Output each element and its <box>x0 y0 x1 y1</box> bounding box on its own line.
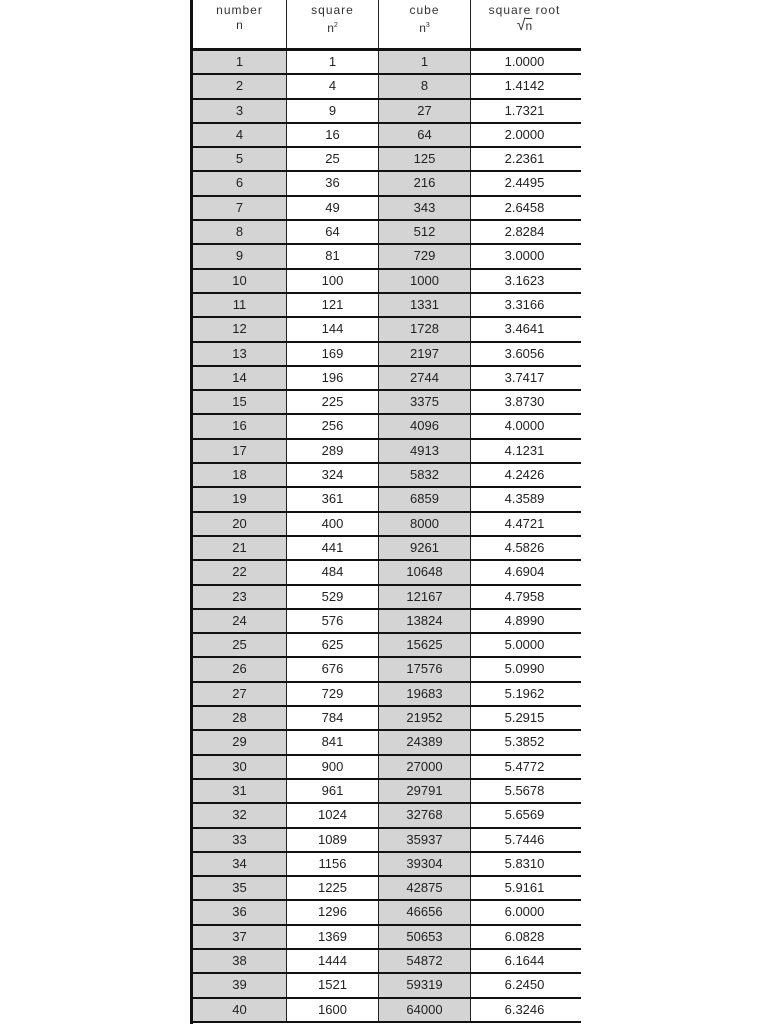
cell-number: 31 <box>193 780 286 802</box>
table-row <box>193 877 581 901</box>
cell-square: 169 <box>286 343 378 365</box>
cell-cube: 6859 <box>378 488 470 510</box>
cell-square-root: 5.7446 <box>470 829 578 851</box>
cell-number: 33 <box>193 829 286 851</box>
table-row <box>193 853 581 877</box>
cell-cube: 1728 <box>378 318 470 340</box>
cell-square-root: 1.4142 <box>470 75 578 97</box>
cell-cube: 59319 <box>378 974 470 996</box>
cell-number: 6 <box>193 172 286 194</box>
cell-cube: 216 <box>378 172 470 194</box>
table-row <box>193 901 581 925</box>
cell-square-root: 5.2915 <box>470 707 578 729</box>
cell-cube: 32768 <box>378 804 470 826</box>
table-row <box>193 586 581 610</box>
cell-cube: 29791 <box>378 780 470 802</box>
cell-number: 26 <box>193 658 286 680</box>
cell-number: 24 <box>193 610 286 632</box>
cell-cube: 5832 <box>378 464 470 486</box>
cell-square: 625 <box>286 634 378 656</box>
cell-cube: 3375 <box>378 391 470 413</box>
cell-cube: 1000 <box>378 270 470 292</box>
cell-cube: 27 <box>378 100 470 122</box>
header-cube-exponent: 3 <box>425 22 430 29</box>
cell-square-root: 3.4641 <box>470 318 578 340</box>
header-square-root-base: n <box>525 19 533 33</box>
table-row <box>193 610 581 634</box>
cell-square-root: 2.2361 <box>470 148 578 170</box>
table-row <box>193 172 581 196</box>
table-row <box>193 294 581 318</box>
cell-number: 5 <box>193 148 286 170</box>
cell-square-root: 5.5678 <box>470 780 578 802</box>
cell-square: 729 <box>286 683 378 705</box>
cell-number: 28 <box>193 707 286 729</box>
table-row <box>193 634 581 658</box>
cell-cube: 64 <box>378 124 470 146</box>
header-square-root-sub <box>471 18 578 34</box>
cell-square: 1444 <box>286 950 378 972</box>
table-body <box>193 51 581 1023</box>
cell-square: 324 <box>286 464 378 486</box>
cell-square-root: 6.3246 <box>470 999 578 1021</box>
cell-square: 64 <box>286 221 378 243</box>
cell-number: 17 <box>193 440 286 462</box>
table-row <box>193 464 581 488</box>
table-row <box>193 221 581 245</box>
cell-number: 40 <box>193 999 286 1021</box>
table-row <box>193 148 581 172</box>
cell-square-root: 2.8284 <box>470 221 578 243</box>
table-row <box>193 658 581 682</box>
cell-cube: 19683 <box>378 683 470 705</box>
cell-cube: 1331 <box>378 294 470 316</box>
cell-square-root: 5.0990 <box>470 658 578 680</box>
table-row <box>193 926 581 950</box>
table-row <box>193 415 581 439</box>
cell-number: 1 <box>193 51 286 73</box>
cell-cube: 54872 <box>378 950 470 972</box>
cell-square: 676 <box>286 658 378 680</box>
cell-square: 576 <box>286 610 378 632</box>
cell-square-root: 2.0000 <box>470 124 578 146</box>
table-row <box>193 343 581 367</box>
cell-number: 10 <box>193 270 286 292</box>
cell-square-root: 1.7321 <box>470 100 578 122</box>
cell-square-root: 4.6904 <box>470 561 578 583</box>
cell-cube: 2197 <box>378 343 470 365</box>
cell-square-root: 6.2450 <box>470 974 578 996</box>
table-row <box>193 829 581 853</box>
header-cube-label: cube <box>409 3 440 17</box>
cell-number: 4 <box>193 124 286 146</box>
cell-cube: 39304 <box>378 853 470 875</box>
cell-number: 22 <box>193 561 286 583</box>
cell-square: 289 <box>286 440 378 462</box>
cell-number: 13 <box>193 343 286 365</box>
table-row <box>193 391 581 415</box>
table-row <box>193 75 581 99</box>
cell-number: 23 <box>193 586 286 608</box>
cell-square: 256 <box>286 415 378 437</box>
cell-cube: 64000 <box>378 999 470 1021</box>
cell-cube: 42875 <box>378 877 470 899</box>
table-row <box>193 318 581 342</box>
header-square-base: n <box>327 21 334 35</box>
cell-square-root: 4.8990 <box>470 610 578 632</box>
cell-square-root: 3.3166 <box>470 294 578 316</box>
cell-number: 36 <box>193 901 286 923</box>
cell-cube: 9261 <box>378 537 470 559</box>
cell-number: 2 <box>193 75 286 97</box>
cell-square-root: 3.1623 <box>470 270 578 292</box>
cell-cube: 24389 <box>378 731 470 753</box>
cell-square-root: 4.5826 <box>470 537 578 559</box>
cell-square: 484 <box>286 561 378 583</box>
cell-number: 38 <box>193 950 286 972</box>
header-square <box>286 0 378 48</box>
cell-square-root: 4.1231 <box>470 440 578 462</box>
cell-cube: 4913 <box>378 440 470 462</box>
cell-square: 16 <box>286 124 378 146</box>
cell-number: 8 <box>193 221 286 243</box>
table-row <box>193 367 581 391</box>
table-row <box>193 440 581 464</box>
cell-number: 3 <box>193 100 286 122</box>
cell-cube: 46656 <box>378 901 470 923</box>
table-row <box>193 100 581 124</box>
cell-square-root: 6.0828 <box>470 926 578 948</box>
cell-square: 25 <box>286 148 378 170</box>
cell-square: 36 <box>286 172 378 194</box>
cell-square-root: 5.0000 <box>470 634 578 656</box>
cell-square: 529 <box>286 586 378 608</box>
cell-cube: 729 <box>378 245 470 267</box>
cell-cube: 50653 <box>378 926 470 948</box>
header-square-exponent: 2 <box>333 22 338 29</box>
cell-square: 961 <box>286 780 378 802</box>
cell-square: 1296 <box>286 901 378 923</box>
cell-number: 34 <box>193 853 286 875</box>
cell-cube: 1 <box>378 51 470 73</box>
cell-number: 20 <box>193 513 286 535</box>
cell-cube: 512 <box>378 221 470 243</box>
header-cube <box>378 0 470 48</box>
cell-cube: 8 <box>378 75 470 97</box>
cell-cube: 12167 <box>378 586 470 608</box>
sqrt-icon: √ <box>516 17 526 34</box>
cell-square: 196 <box>286 367 378 389</box>
cell-number: 9 <box>193 245 286 267</box>
math-table <box>190 0 578 1024</box>
cell-square-root: 4.3589 <box>470 488 578 510</box>
cell-square: 49 <box>286 197 378 219</box>
cell-square: 1024 <box>286 804 378 826</box>
cell-number: 39 <box>193 974 286 996</box>
cell-square: 100 <box>286 270 378 292</box>
cell-number: 12 <box>193 318 286 340</box>
cell-square-root: 4.7958 <box>470 586 578 608</box>
cell-square: 1089 <box>286 829 378 851</box>
table-row <box>193 537 581 561</box>
cell-cube: 17576 <box>378 658 470 680</box>
cell-square-root: 5.4772 <box>470 756 578 778</box>
table-row <box>193 707 581 731</box>
cell-number: 7 <box>193 197 286 219</box>
cell-cube: 13824 <box>378 610 470 632</box>
cell-square-root: 4.2426 <box>470 464 578 486</box>
cell-square: 1 <box>286 51 378 73</box>
table-row <box>193 974 581 998</box>
cell-square: 441 <box>286 537 378 559</box>
table-row <box>193 51 581 75</box>
cell-square: 400 <box>286 513 378 535</box>
cell-square-root: 5.1962 <box>470 683 578 705</box>
header-number-label: number <box>216 3 263 17</box>
cell-square-root: 4.4721 <box>470 513 578 535</box>
cell-square: 361 <box>286 488 378 510</box>
cell-cube: 125 <box>378 148 470 170</box>
table-row <box>193 683 581 707</box>
table-row <box>193 780 581 804</box>
cell-square-root: 5.8310 <box>470 853 578 875</box>
cell-number: 16 <box>193 415 286 437</box>
cell-number: 32 <box>193 804 286 826</box>
header-square-sub <box>287 18 378 36</box>
cell-number: 21 <box>193 537 286 559</box>
table-row <box>193 561 581 585</box>
table-row <box>193 950 581 974</box>
cell-square: 784 <box>286 707 378 729</box>
table-row <box>193 270 581 294</box>
header-cube-base: n <box>419 21 426 35</box>
table-row <box>193 999 581 1023</box>
cell-number: 19 <box>193 488 286 510</box>
cell-square-root: 5.3852 <box>470 731 578 753</box>
cell-square-root: 3.8730 <box>470 391 578 413</box>
cell-number: 18 <box>193 464 286 486</box>
cell-cube: 8000 <box>378 513 470 535</box>
cell-square: 1600 <box>286 999 378 1021</box>
cell-square: 900 <box>286 756 378 778</box>
cell-cube: 35937 <box>378 829 470 851</box>
cell-cube: 27000 <box>378 756 470 778</box>
cell-square: 9 <box>286 100 378 122</box>
cell-cube: 10648 <box>378 561 470 583</box>
header-cube-sub <box>379 18 470 36</box>
cell-cube: 2744 <box>378 367 470 389</box>
table-row <box>193 756 581 780</box>
cell-number: 30 <box>193 756 286 778</box>
cell-square-root: 3.0000 <box>470 245 578 267</box>
cell-number: 15 <box>193 391 286 413</box>
table-row <box>193 804 581 828</box>
header-square-label: square <box>311 3 354 17</box>
table-row <box>193 124 581 148</box>
cell-square-root: 2.6458 <box>470 197 578 219</box>
cell-square-root: 1.0000 <box>470 51 578 73</box>
header-number-sub: n <box>236 18 243 32</box>
cell-square-root: 3.6056 <box>470 343 578 365</box>
table-row <box>193 731 581 755</box>
cell-square: 1225 <box>286 877 378 899</box>
header-square-root-label: square root <box>488 3 561 17</box>
cell-number: 11 <box>193 294 286 316</box>
cell-number: 35 <box>193 877 286 899</box>
cell-square-root: 3.7417 <box>470 367 578 389</box>
cell-square: 1369 <box>286 926 378 948</box>
cell-square: 144 <box>286 318 378 340</box>
cell-cube: 15625 <box>378 634 470 656</box>
table-row <box>193 245 581 269</box>
cell-square-root: 6.1644 <box>470 950 578 972</box>
cell-cube: 343 <box>378 197 470 219</box>
cell-square-root: 5.9161 <box>470 877 578 899</box>
cell-number: 25 <box>193 634 286 656</box>
table-row <box>193 513 581 537</box>
cell-square-root: 4.0000 <box>470 415 578 437</box>
cell-square: 121 <box>286 294 378 316</box>
cell-number: 29 <box>193 731 286 753</box>
cell-square: 1156 <box>286 853 378 875</box>
cell-square-root: 5.6569 <box>470 804 578 826</box>
table-row <box>193 488 581 512</box>
cell-square-root: 2.4495 <box>470 172 578 194</box>
cell-cube: 21952 <box>378 707 470 729</box>
table-row <box>193 197 581 221</box>
table-header <box>193 0 581 48</box>
cell-square: 225 <box>286 391 378 413</box>
cell-number: 14 <box>193 367 286 389</box>
cell-number: 37 <box>193 926 286 948</box>
cell-square: 1521 <box>286 974 378 996</box>
cell-cube: 4096 <box>378 415 470 437</box>
cell-square-root: 6.0000 <box>470 901 578 923</box>
cell-square: 81 <box>286 245 378 267</box>
cell-square: 4 <box>286 75 378 97</box>
cell-square: 841 <box>286 731 378 753</box>
cell-number: 27 <box>193 683 286 705</box>
header-number <box>193 0 286 48</box>
header-square-root <box>470 0 578 48</box>
